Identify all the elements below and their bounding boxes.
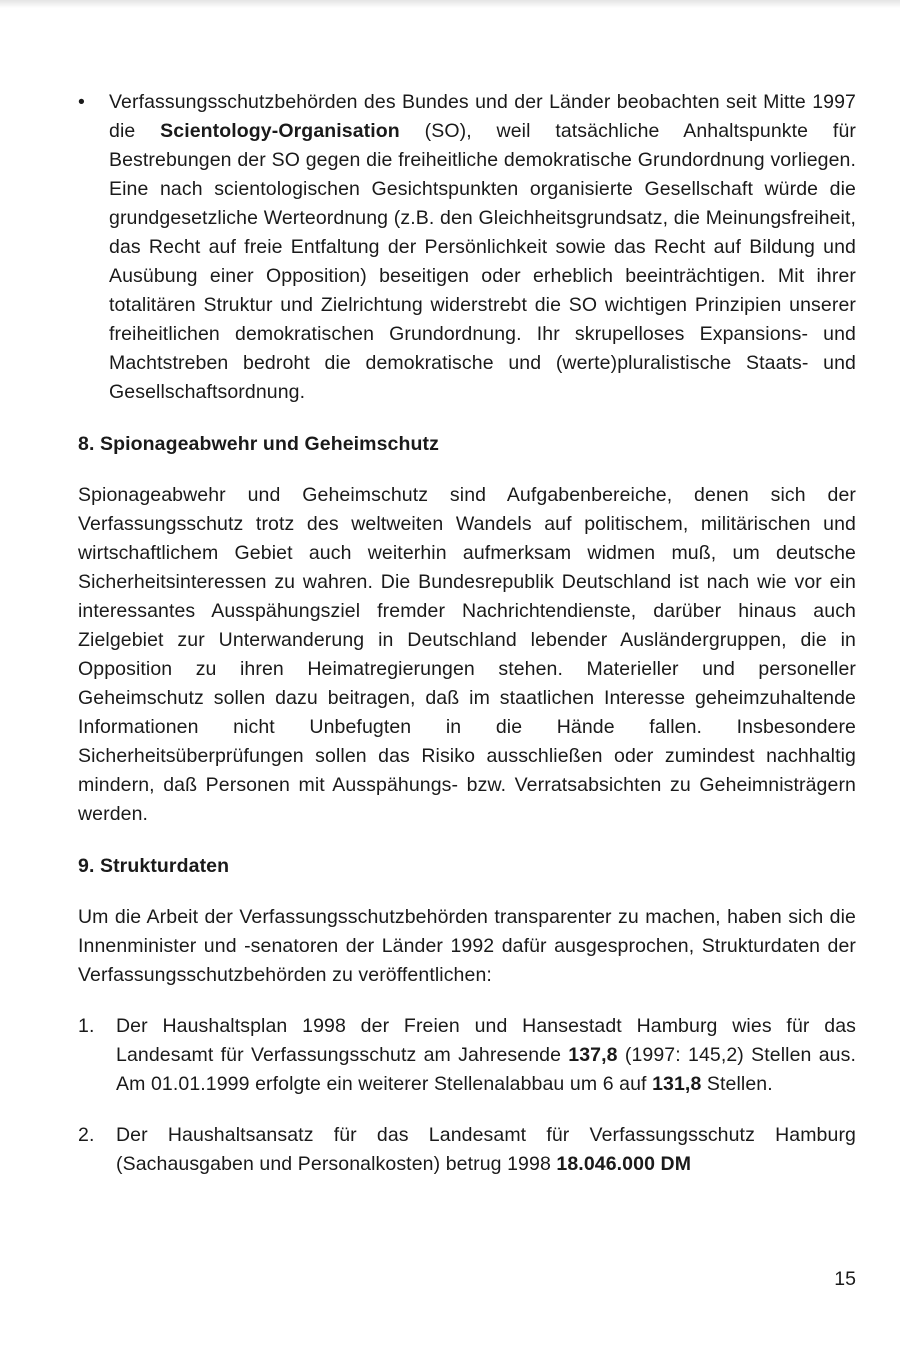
numbered-list xyxy=(78,1012,856,1179)
section-9-heading: 9. Strukturdaten xyxy=(78,855,230,877)
page-number: 15 xyxy=(834,1268,856,1290)
list-item xyxy=(78,1121,856,1179)
list-item-bold-value: 131,8 xyxy=(652,1073,702,1095)
bullet-text-part2: (SO), weil tatsächliche Anhaltspunkte für Bestrebungen der SO gegen die freiheitliche demokratische Grundordnung vorliegen. Eine nach scientologischen Gesichtspunkten organisierte Gesellschaft würde die grundgesetzliche Werteordnung (z.B. den Gleichheitsgrundsatz, die Meinungsfreiheit, das Recht auf freie Entfaltung der Persönlichkeit sowie das Recht auf Bildung und Ausübung einer Opposition) beseitigen oder erheblich beeinträchtigen. Mit ihrer totalitären Struktur und Zielrichtung widerstrebt die SO wichtigen Prinzipien unserer freiheitlichen demokratischen Grundordnung. Ihr skrupelloses Expansions- und Machtstreben bedroht die demokratische und (werte)pluralistische Staats- und Gesellschaftsordnung. xyxy=(109,120,856,403)
page-content xyxy=(78,88,856,1179)
bullet-bold-term: Scientology-Organisation xyxy=(160,120,400,142)
list-item xyxy=(78,1012,856,1099)
bullet-text-part1: Verfassungsschutzbehörden des Bundes und der Länder beobachten seit Mitte 1997 die xyxy=(109,91,856,142)
bullet-mark: • xyxy=(78,91,85,113)
list-item-number: 1. xyxy=(78,1015,95,1037)
section-8-heading: 8. Spionageabwehr und Geheimschutz xyxy=(78,433,439,455)
list-item-text: Der Haushaltsplan 1998 der Freien und Hansestadt Hamburg wies für das Landesamt für Verfassungsschutz am Jahresende xyxy=(116,1015,856,1066)
list-item-text: Der Haushaltsansatz für das Landesamt für Verfassungsschutz Hamburg (Sachausgaben und Personalkosten) betrug 1998 xyxy=(116,1124,856,1175)
list-item-text: (1997: 145,2) Stellen aus. Am 01.01.1999 erfolgte ein weiterer Stellenalabbau um 6 auf xyxy=(116,1044,856,1095)
list-item-text: Stellen. xyxy=(701,1073,773,1095)
section-8-paragraph: Spionageabwehr und Geheimschutz sind Aufgabenbereiche, denen sich der Verfassungsschutz trotz des weltweiten Wandels auf politischem, militärischen und wirtschaftlichem Gebiet auch weiterhin aufmerksam widmen muß, um deutsche Sicherheitsinteressen zu wahren. Die Bundesrepublik Deutschland ist nach wie vor ein interessantes Ausspähungsziel fremder Nachrichtendienste, darüber hinaus auch Zielgebiet zur Unterwanderung in Deutschland lebender Ausländergruppen, die in Opposition zu ihren Heimatregierungen stehen. Materieller und personeller Geheimschutz sollen dazu beitragen, daß im staatlichen Interesse geheimzuhaltende Informationen nicht Unbefugten in die Hände fallen. Insbesondere Sicherheitsüberprüfungen sollen das Risiko ausschließen oder zumindest nachhaltig mindern, daß Personen mit Ausspähungs- bzw. Verratsabsichten zu Geheimnisträgern werden. xyxy=(78,484,856,825)
list-item-bold-value: 137,8 xyxy=(568,1044,618,1066)
scan-edge xyxy=(0,0,900,8)
scientology-bullet-paragraph xyxy=(78,88,856,407)
list-item-number: 2. xyxy=(78,1124,95,1146)
list-item-bold-value: 18.046.000 DM xyxy=(556,1153,692,1175)
section-9-intro: Um die Arbeit der Verfassungsschutzbehörden transparenter zu machen, haben sich die Innenminister und -senatoren der Länder 1992 dafür ausgesprochen, Strukturdaten der Verfassungsschutzbehörden zu veröffentlichen: xyxy=(78,906,856,986)
